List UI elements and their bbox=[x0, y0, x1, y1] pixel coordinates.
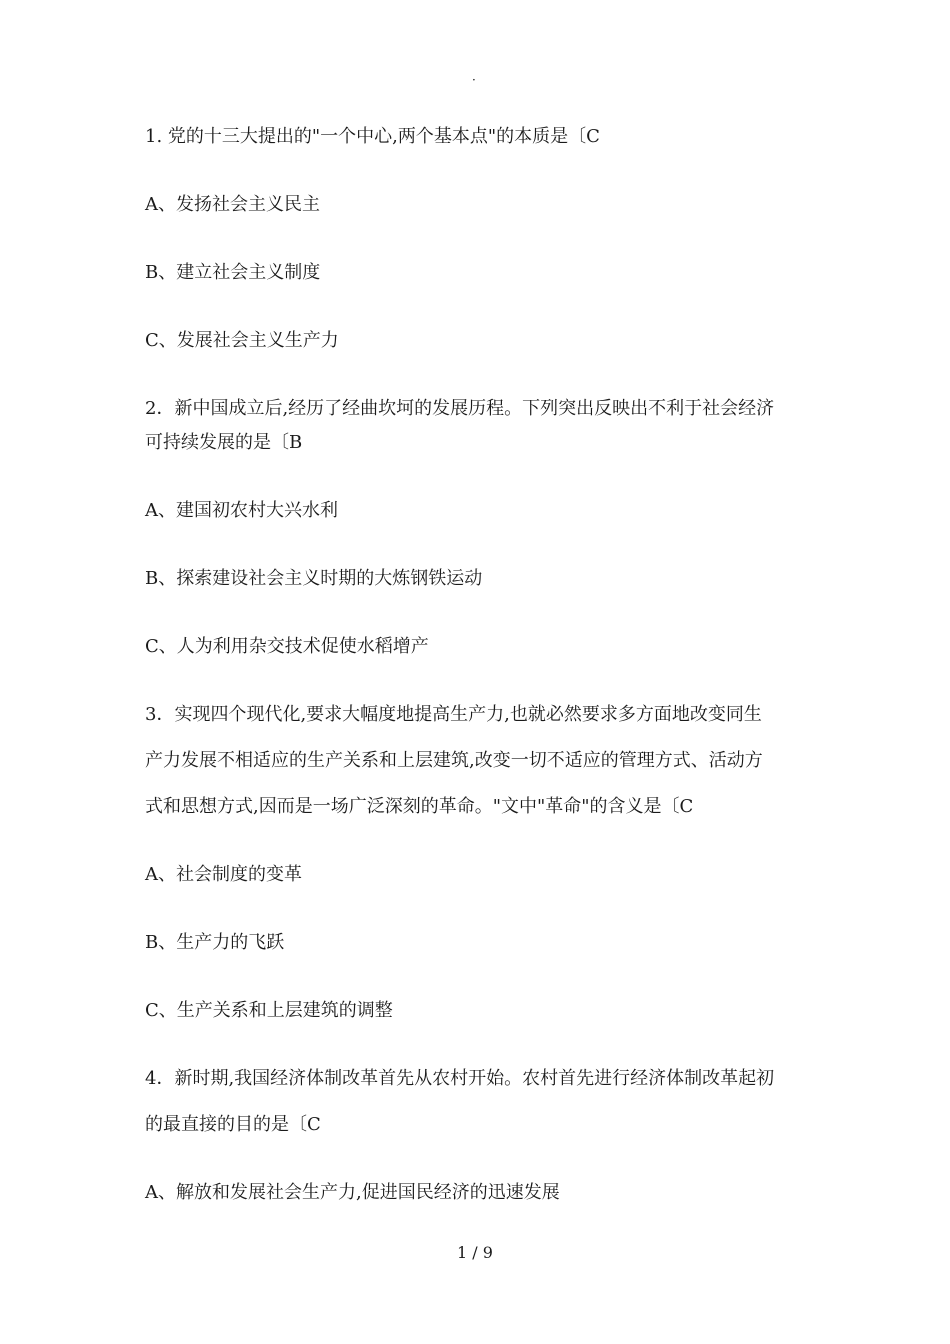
question-2-stem-line-1: 2．新中国成立后,经历了经曲坎坷的发展历程。下列突出反映出不利于社会经济 bbox=[145, 398, 775, 419]
question-2-stem-line-2: 可持续发展的是〔B bbox=[145, 432, 303, 453]
question-4 bbox=[145, 1062, 810, 1210]
header-mark: · bbox=[472, 73, 476, 87]
question-1-option-c: C、发展社会主义生产力 bbox=[145, 330, 339, 351]
question-4-stem-line-2: 的最直接的目的是〔C bbox=[145, 1114, 321, 1135]
question-3-option-c: C、生产关系和上层建筑的调整 bbox=[145, 1000, 393, 1021]
page-indicator: 1 / 9 bbox=[457, 1243, 493, 1262]
question-3-stem-line-1: 3．实现四个现代化,要求大幅度地提高生产力,也就必然要求多方面地改变同生 bbox=[145, 704, 762, 725]
question-1-stem-line-1: 1. 党的十三大提出的"一个中心,两个基本点"的本质是〔C bbox=[145, 126, 600, 147]
question-2 bbox=[145, 392, 810, 664]
question-1 bbox=[145, 120, 810, 358]
question-2-option-b: B、探索建设社会主义时期的大炼钢铁运动 bbox=[145, 568, 483, 589]
question-1-option-a: A、发扬社会主义民主 bbox=[145, 194, 320, 215]
question-4-option-a: A、解放和发展社会生产力,促进国民经济的迅速发展 bbox=[145, 1182, 560, 1203]
question-4-stem-line-1: 4．新时期,我国经济体制改革首先从农村开始。农村首先进行经济体制改革起初 bbox=[145, 1068, 775, 1089]
question-2-option-a: A、建国初农村大兴水利 bbox=[145, 500, 338, 521]
question-3-stem-line-3: 式和思想方式,因而是一场广泛深刻的革命。"文中"革命"的含义是〔C bbox=[145, 796, 694, 817]
question-3 bbox=[145, 698, 810, 1028]
question-list bbox=[145, 120, 810, 1210]
question-2-option-c: C、人为利用杂交技术促使水稻增产 bbox=[145, 636, 429, 657]
question-1-option-b: B、建立社会主义制度 bbox=[145, 262, 321, 283]
question-3-option-a: A、社会制度的变革 bbox=[145, 864, 302, 885]
question-3-stem-line-2: 产力发展不相适应的生产关系和上层建筑,改变一切不适应的管理方式、活动方 bbox=[145, 750, 763, 771]
question-3-option-b: B、生产力的飞跃 bbox=[145, 932, 285, 953]
